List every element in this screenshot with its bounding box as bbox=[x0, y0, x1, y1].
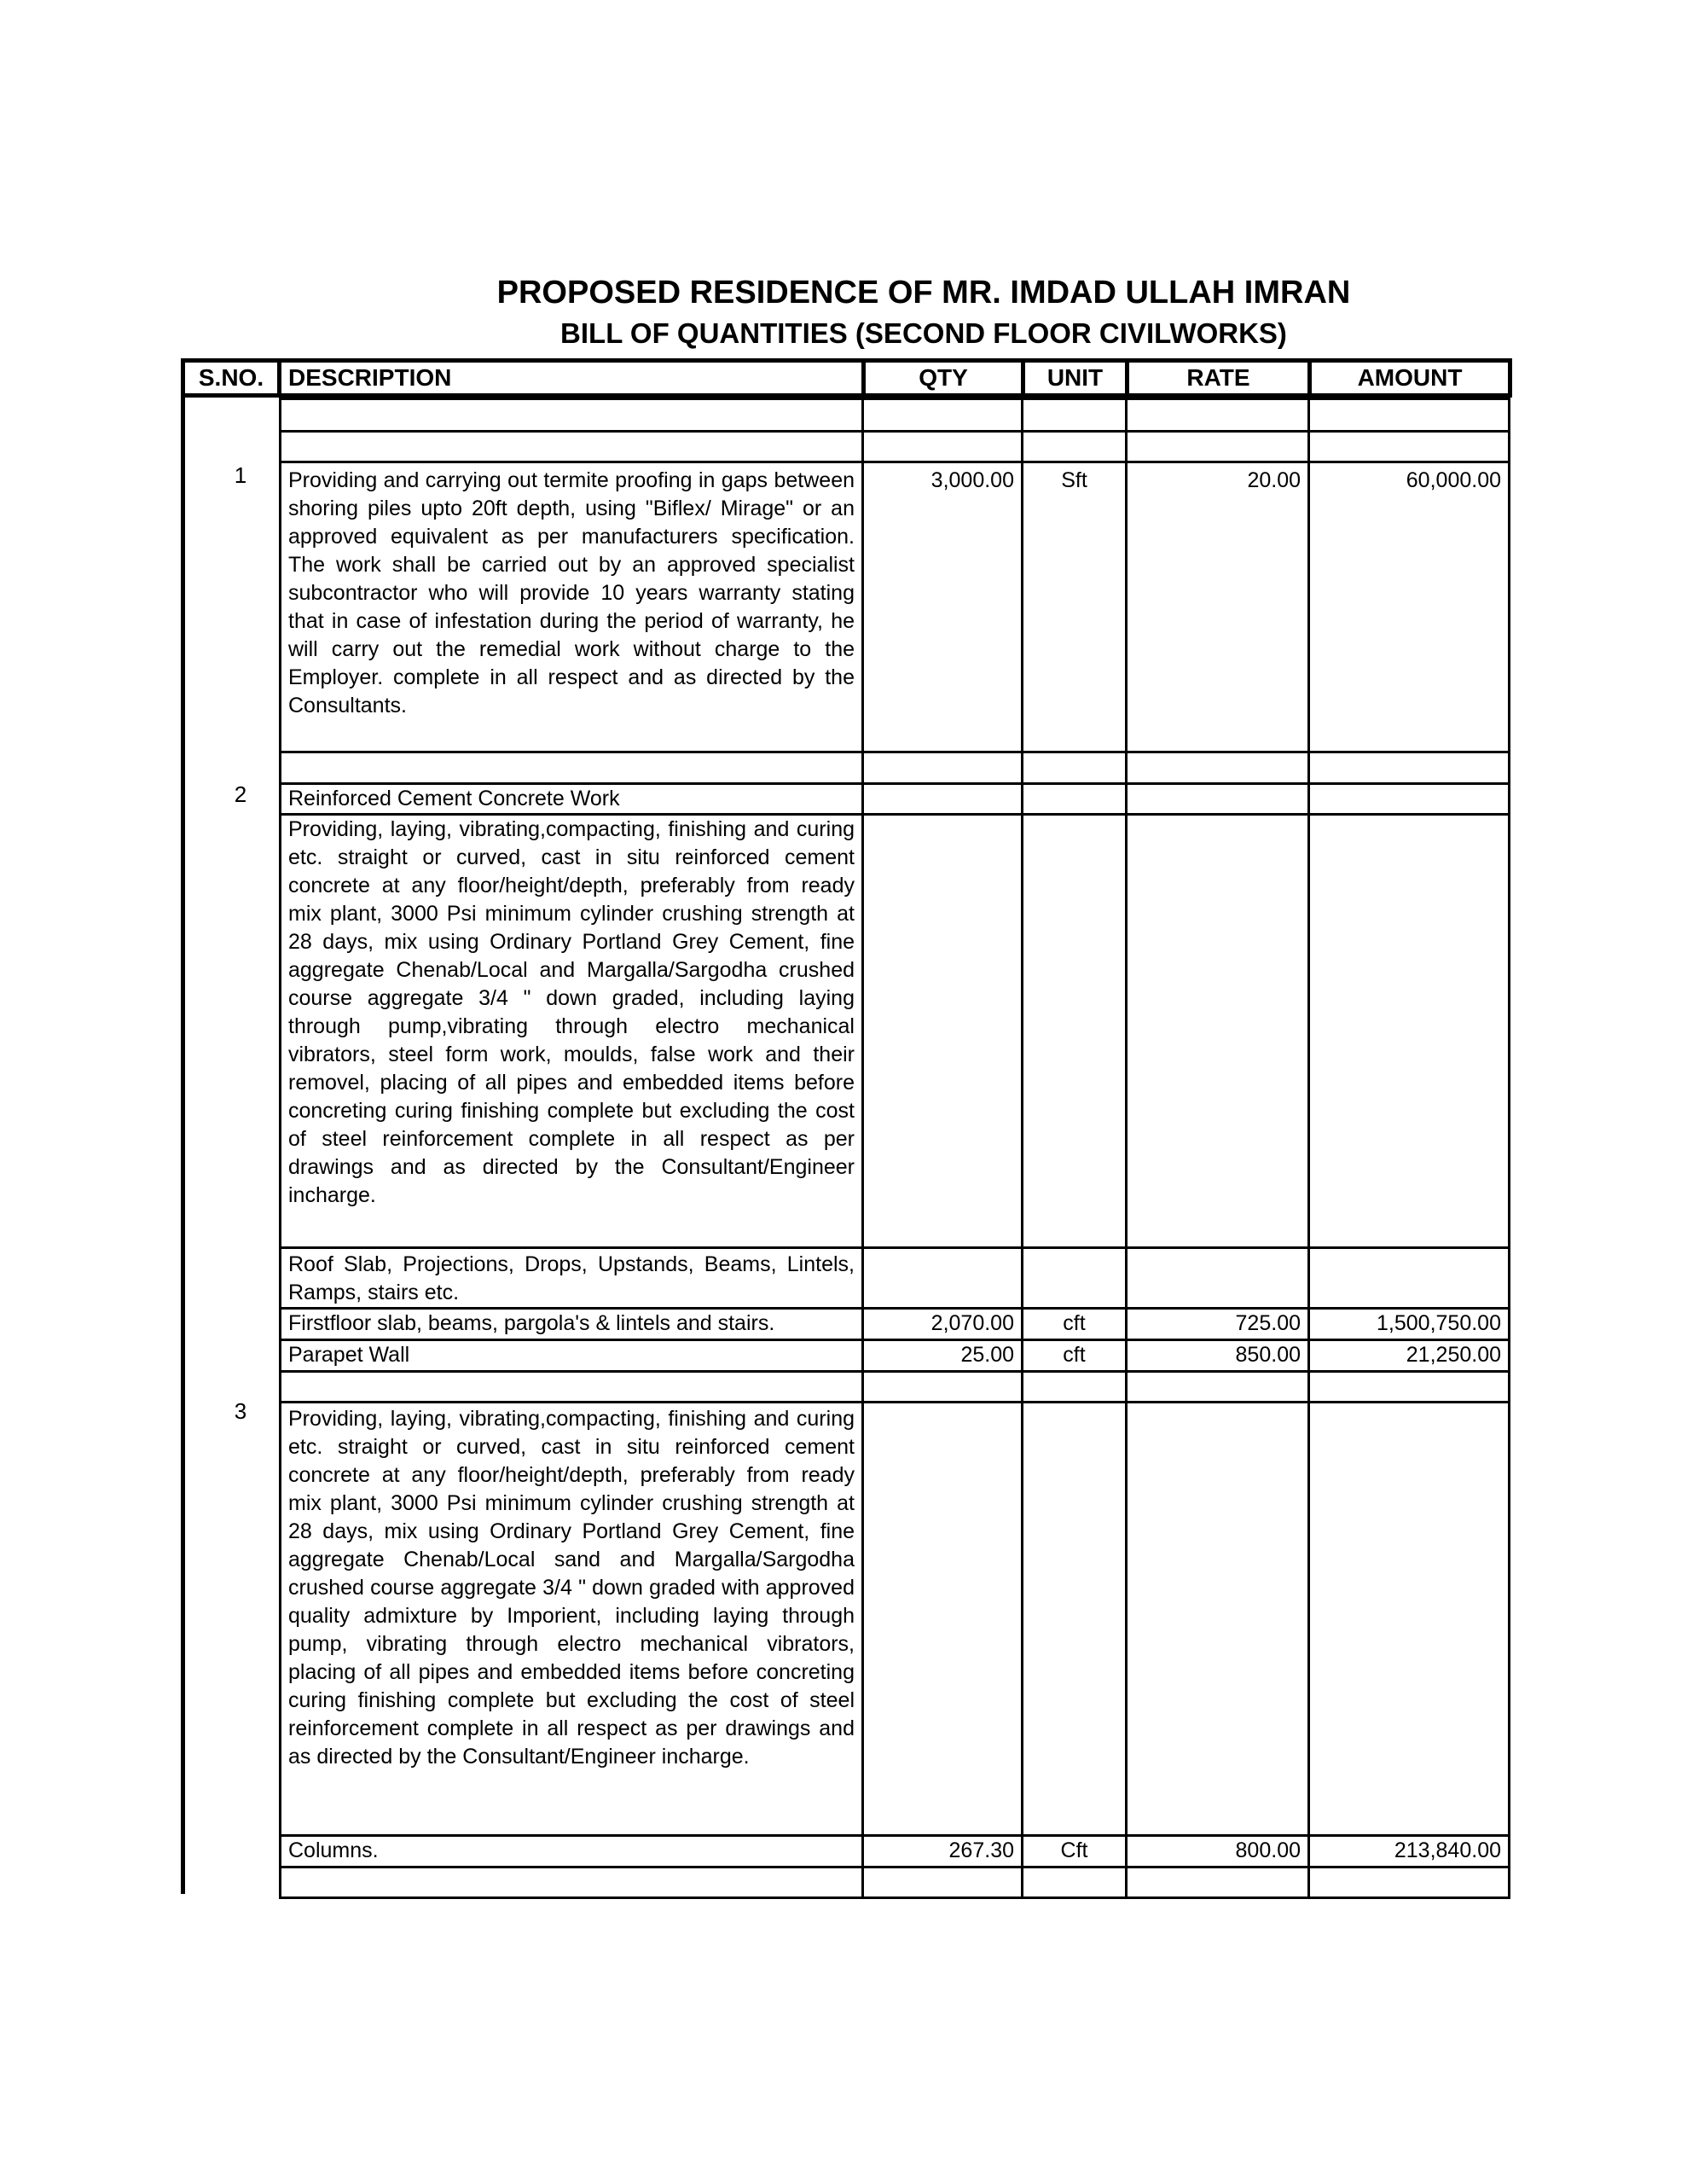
header-rate: RATE bbox=[1125, 358, 1312, 398]
table-row bbox=[281, 1340, 1510, 1372]
table-row bbox=[281, 399, 1510, 432]
item2-line-a-rate: 725.00 bbox=[1127, 1309, 1309, 1340]
item1-description: Providing and carrying out termite proofing in gaps between shoring piles upto 20ft depth, using "Biflex/ Mirage" or an approved equivalent as per manufacturers specification. The work shall be carried out by an approved specialist subcontractor who will provide 10 years warranty stating that in case of infestation during the period of warranty, he will carry out the remedial work without charge to the Employer. complete in all respect and as directed by the Consultants. bbox=[281, 462, 863, 752]
table-row bbox=[281, 815, 1510, 1248]
table-row bbox=[281, 432, 1510, 462]
item2-line-b-qty: 25.00 bbox=[863, 1340, 1023, 1372]
table-row bbox=[281, 462, 1510, 752]
item1-amount: 60,000.00 bbox=[1309, 462, 1510, 752]
header-amount: AMOUNT bbox=[1307, 358, 1512, 398]
item2-line-b-unit: cft bbox=[1023, 1340, 1127, 1372]
table-row bbox=[281, 1248, 1510, 1309]
table-row bbox=[281, 1372, 1510, 1403]
item1-rate: 20.00 bbox=[1127, 462, 1309, 752]
header-description: DESCRIPTION bbox=[277, 358, 866, 398]
item2-line-b-amount: 21,250.00 bbox=[1309, 1340, 1510, 1372]
item2-heading: Reinforced Cement Concrete Work bbox=[281, 784, 863, 815]
item2-line-a-unit: cft bbox=[1023, 1309, 1127, 1340]
document-subtitle: BILL OF QUANTITIES (SECOND FLOOR CIVILWORKS) bbox=[560, 317, 1287, 349]
item2-line-b-description: Parapet Wall bbox=[281, 1340, 863, 1372]
header-unit: UNIT bbox=[1021, 358, 1129, 398]
boq-table bbox=[279, 398, 1510, 1899]
sno-column-rule bbox=[181, 358, 185, 1894]
table-row bbox=[281, 1309, 1510, 1340]
item1-sno: 1 bbox=[234, 462, 247, 488]
header-qty: QTY bbox=[861, 358, 1025, 398]
item2-description: Providing, laying, vibrating,compacting, finishing and curing etc. straight or curved, cast in situ reinforced cement concrete at any floor/height/depth, preferably from ready mix plant, 3000 Psi minimum cylinder crushing strength at 28 days, mix using Ordinary Portland Grey Cement, fine aggregate Chenab/Local and Margalla/Sargodha crushed course aggregate 3/4 " down graded, including laying through pump,vibrating through electro mechanical vibrators, steel form work, moulds, false work and their removel, placing of all pipes and embedded items before concreting curing finishing complete but excluding the cost of steel reinforcement complete in all respect as per drawings and as directed by the Consultant/Engineer incharge. bbox=[281, 815, 863, 1248]
item3-description: Providing, laying, vibrating,compacting, finishing and curing etc. straight or curved, cast in situ reinforced cement concrete at any floor/height/depth, preferably from ready mix plant, 3000 Psi minimum cylinder crushing strength at 28 days, mix using Ordinary Portland Grey Cement, fine aggregate Chenab/Local sand and Margalla/Sargodha crushed course aggregate 3/4 " down graded with approved quality admixture by Imporient, including laying through pump, vibrating through electro mechanical vibrators, placing of all pipes and embedded items before concreting curing finishing complete but excluding the cost of steel reinforcement complete in all respect as per drawings and as directed by the Consultant/Engineer incharge. bbox=[281, 1403, 863, 1836]
item3-line-a-amount: 213,840.00 bbox=[1309, 1836, 1510, 1867]
item2-sno: 2 bbox=[234, 781, 247, 807]
header-sno: S.NO. bbox=[181, 358, 281, 398]
item3-line-a-rate: 800.00 bbox=[1127, 1836, 1309, 1867]
table-row bbox=[281, 752, 1510, 784]
item2-line-a-amount: 1,500,750.00 bbox=[1309, 1309, 1510, 1340]
table-row bbox=[281, 1836, 1510, 1867]
item2-sub-heading: Roof Slab, Projections, Drops, Upstands, Beams, Lintels, Ramps, stairs etc. bbox=[281, 1248, 863, 1309]
item2-line-b-rate: 850.00 bbox=[1127, 1340, 1309, 1372]
item3-line-a-description: Columns. bbox=[281, 1836, 863, 1867]
table-row bbox=[281, 1867, 1510, 1898]
item1-unit: Sft bbox=[1023, 462, 1127, 752]
item3-line-a-qty: 267.30 bbox=[863, 1836, 1023, 1867]
item3-line-a-unit: Cft bbox=[1023, 1836, 1127, 1867]
item2-line-a-qty: 2,070.00 bbox=[863, 1309, 1023, 1340]
item3-sno: 3 bbox=[234, 1398, 247, 1424]
table-row bbox=[281, 784, 1510, 815]
table-row bbox=[281, 1403, 1510, 1836]
item2-line-a-description: Firstfloor slab, beams, pargola's & lintels and stairs. bbox=[281, 1309, 863, 1340]
item1-qty: 3,000.00 bbox=[863, 462, 1023, 752]
document-title: PROPOSED RESIDENCE OF MR. IMDAD ULLAH IMRAN bbox=[496, 275, 1351, 311]
